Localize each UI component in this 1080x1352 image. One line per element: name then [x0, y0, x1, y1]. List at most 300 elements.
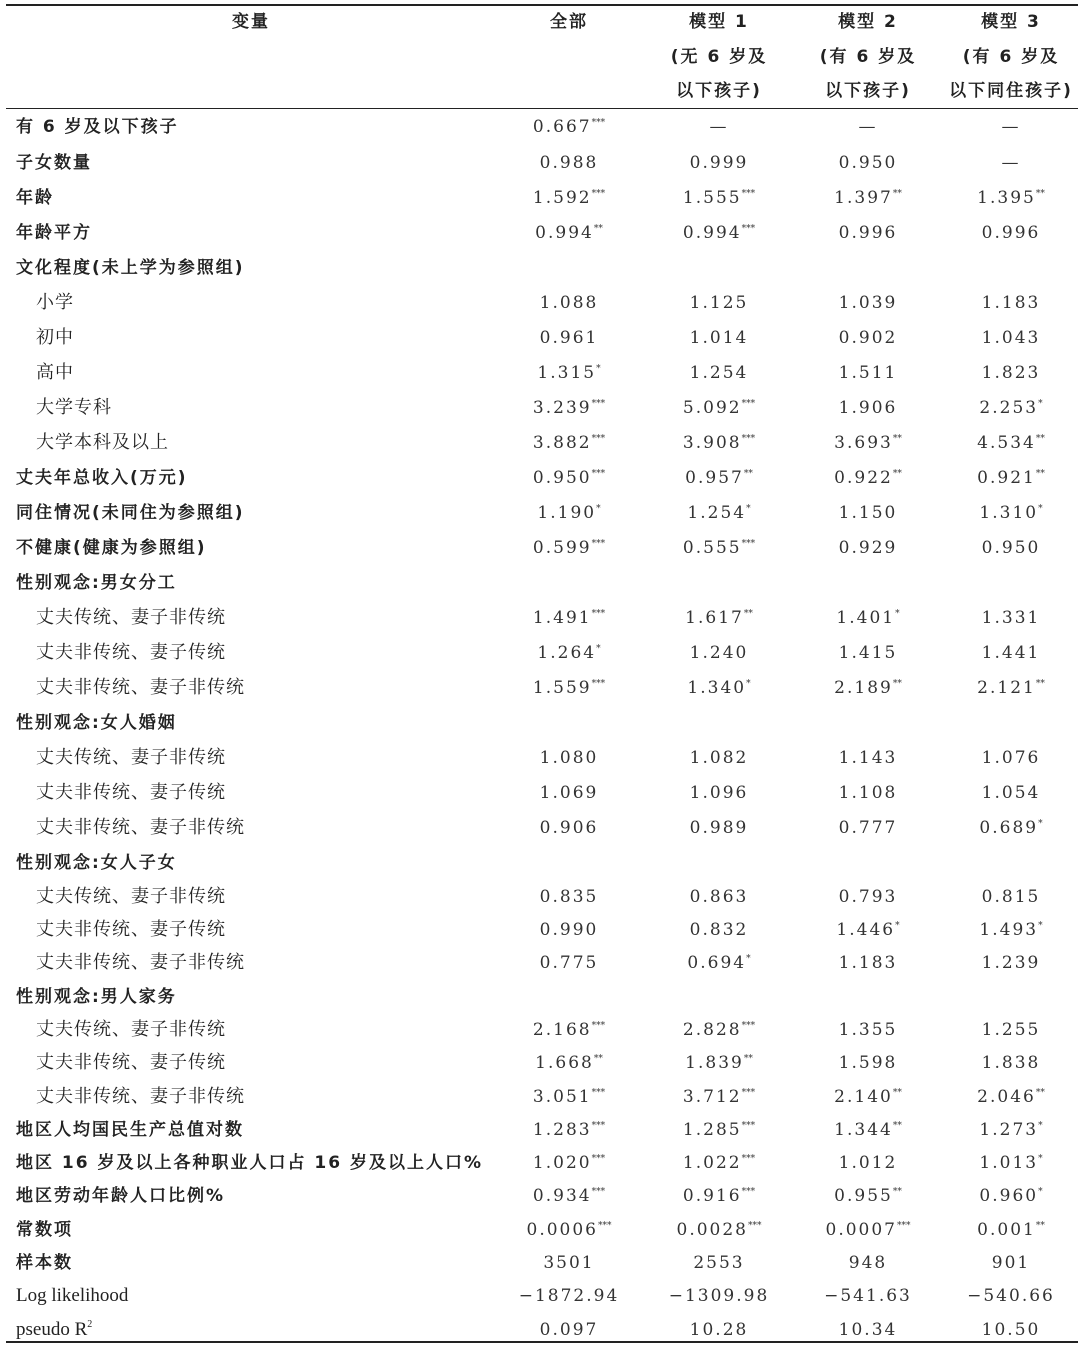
row-label: 丈夫非传统、妻子传统	[36, 782, 226, 803]
cell-value: −1872.94	[518, 1286, 620, 1306]
row-label: 性别观念:女人婚姻	[16, 713, 177, 733]
table-row	[6, 1081, 1078, 1111]
table-cell	[644, 1220, 794, 1240]
cell-value: 1.096	[689, 783, 749, 803]
significance-stars: **	[1035, 1221, 1045, 1231]
row-label: 丈夫非传统、妻子传统	[36, 1052, 226, 1073]
significance-stars: ***	[591, 1088, 606, 1098]
table-cell	[644, 117, 794, 137]
table-cell	[793, 920, 943, 940]
significance-stars: ***	[741, 1088, 756, 1098]
cell-value: 0.0006	[526, 1220, 598, 1240]
table-cell	[793, 117, 943, 137]
cell-value: 1.069	[539, 783, 599, 803]
table-row	[6, 1114, 1078, 1144]
table-cell	[793, 433, 943, 453]
cell-value: 1.344	[834, 1120, 893, 1140]
table-row	[6, 847, 1078, 877]
significance-stars: ***	[741, 1021, 756, 1031]
table-cell	[494, 1053, 644, 1073]
table-cell	[793, 1020, 943, 1040]
cell-value: 0.994	[682, 223, 742, 243]
table-cell	[644, 153, 794, 173]
table-cell	[793, 468, 943, 488]
significance-stars: ***	[741, 399, 756, 409]
cell-value: 0.929	[838, 538, 898, 558]
table-cell	[936, 1220, 1080, 1240]
table-cell	[644, 433, 794, 453]
cell-value: 1.310	[979, 503, 1039, 523]
row-label: 性别观念:女人子女	[16, 853, 177, 873]
row-label: 初中	[36, 327, 74, 348]
cell-value: 1.088	[539, 293, 599, 313]
cell-value: —	[1001, 153, 1021, 173]
table-cell	[644, 1320, 794, 1340]
table-cell	[494, 748, 644, 768]
table-cell	[644, 188, 794, 208]
table-cell	[793, 1220, 943, 1240]
row-label: 大学本科及以上	[36, 432, 169, 453]
table-cell	[644, 1153, 794, 1173]
cell-value: 1.839	[685, 1053, 744, 1073]
significance-stars: **	[743, 1054, 753, 1064]
table-cell	[494, 1320, 644, 1340]
significance-stars: **	[593, 1054, 603, 1064]
table-cell	[644, 953, 794, 973]
row-label: 丈夫传统、妻子非传统	[36, 886, 226, 907]
cell-value: 1.592	[532, 188, 592, 208]
row-label: 丈夫非传统、妻子传统	[36, 919, 226, 940]
significance-stars: ***	[896, 1221, 911, 1231]
cell-value: 0.777	[838, 818, 898, 838]
significance-stars: ***	[597, 1221, 612, 1231]
cell-value: 0.934	[532, 1186, 592, 1206]
significance-stars: ***	[741, 1187, 756, 1197]
cell-value: 0.950	[838, 153, 898, 173]
cell-value: 1.559	[532, 678, 592, 698]
significance-stars: **	[892, 189, 902, 199]
row-label: 大学专科	[36, 397, 112, 418]
cell-value: 1.401	[836, 608, 896, 628]
table-row	[6, 1147, 1078, 1177]
cell-value: 2.121	[977, 678, 1036, 698]
table-cell	[494, 153, 644, 173]
table-cell	[494, 1220, 644, 1240]
significance-stars: ***	[591, 1021, 606, 1031]
cell-value: 3.908	[682, 433, 742, 453]
significance-stars: ***	[741, 1121, 756, 1131]
table-row	[6, 672, 1078, 702]
row-label: pseudo $R^2$	[16, 1319, 93, 1340]
table-cell	[494, 643, 644, 663]
significance-stars: *	[746, 504, 751, 514]
row-label: 不健康(健康为参照组)	[16, 538, 207, 558]
table-cell	[793, 503, 943, 523]
cell-value: 1.239	[981, 953, 1041, 973]
significance-stars: **	[892, 469, 902, 479]
cell-value: 2.253	[979, 398, 1039, 418]
table-cell	[936, 1153, 1080, 1173]
header-variable: 变量	[232, 12, 270, 32]
table-row	[6, 392, 1078, 422]
cell-value: 1.340	[687, 678, 747, 698]
table-cell	[936, 188, 1080, 208]
table-row	[6, 532, 1078, 562]
row-label: 高中	[36, 362, 74, 383]
table-row	[6, 812, 1078, 842]
table-cell	[644, 1020, 794, 1040]
table-cell	[494, 818, 644, 838]
cell-value: 901	[991, 1253, 1031, 1273]
cell-value: 1.190	[537, 503, 597, 523]
table-cell	[793, 953, 943, 973]
table-cell	[793, 328, 943, 348]
cell-value: 0.916	[682, 1186, 742, 1206]
table-row	[6, 182, 1078, 212]
cell-value: 1.264	[537, 643, 597, 663]
table-row	[6, 1014, 1078, 1044]
table-cell	[793, 223, 943, 243]
significance-stars: *	[1038, 1187, 1043, 1197]
significance-stars: *	[596, 364, 601, 374]
cell-value: 2.168	[532, 1020, 592, 1040]
table-cell	[793, 1053, 943, 1073]
cell-value: 2.046	[977, 1087, 1036, 1107]
significance-stars: ***	[591, 679, 606, 689]
table-cell	[793, 678, 943, 698]
row-label-superscript: 2	[87, 1319, 93, 1330]
significance-stars: ***	[591, 539, 606, 549]
significance-stars: **	[1035, 469, 1045, 479]
table-row	[6, 1247, 1078, 1277]
table-cell	[793, 643, 943, 663]
cell-value: 3.882	[532, 433, 592, 453]
significance-stars: *	[746, 679, 751, 689]
cell-value: 3.239	[532, 398, 592, 418]
table-row	[6, 147, 1078, 177]
table-cell	[644, 398, 794, 418]
cell-value: 10.34	[838, 1320, 898, 1340]
table-cell	[494, 117, 644, 137]
table-cell	[936, 1053, 1080, 1073]
table-cell	[793, 818, 943, 838]
table-row	[6, 947, 1078, 977]
table-row	[6, 287, 1078, 317]
table-cell	[644, 887, 794, 907]
table-cell	[494, 953, 644, 973]
row-label: 地区人均国民生产总值对数	[16, 1120, 244, 1140]
cell-value: 1.240	[689, 643, 749, 663]
header-col-model1: 模型 1 (无 6 岁及 以下孩子)	[670, 12, 768, 101]
cell-value: 1.906	[838, 398, 898, 418]
cell-value: 1.254	[689, 363, 749, 383]
cell-value: 1.012	[838, 1153, 898, 1173]
row-label: 丈夫传统、妻子非传统	[36, 607, 226, 628]
cell-value: 0.0028	[676, 1220, 748, 1240]
table-cell	[494, 1186, 644, 1206]
table-cell	[936, 293, 1080, 313]
table-cell	[494, 503, 644, 523]
cell-value: 1.823	[981, 363, 1041, 383]
table-row	[6, 742, 1078, 772]
row-label: 地区劳动年龄人口比例%	[16, 1186, 226, 1206]
table-row	[6, 322, 1078, 352]
significance-stars: ***	[741, 189, 756, 199]
cell-value: 0.950	[532, 468, 592, 488]
table-cell	[644, 1087, 794, 1107]
cell-value: 0.955	[834, 1186, 893, 1206]
table-cell	[936, 1186, 1080, 1206]
table-cell	[936, 953, 1080, 973]
table-cell	[494, 328, 644, 348]
cell-value: 0.988	[539, 153, 599, 173]
cell-value: 5.092	[682, 398, 742, 418]
cell-value: —	[858, 117, 878, 137]
cell-value: 1.668	[535, 1053, 594, 1073]
cell-value: 0.957	[685, 468, 744, 488]
table-cell	[644, 328, 794, 348]
cell-value: 0.921	[977, 468, 1036, 488]
table-cell	[644, 538, 794, 558]
table-cell	[793, 398, 943, 418]
table-cell	[644, 678, 794, 698]
table-cell	[793, 188, 943, 208]
cell-value: 0.555	[682, 538, 742, 558]
table-cell	[494, 188, 644, 208]
significance-stars: ***	[741, 539, 756, 549]
cell-value: 3.693	[834, 433, 893, 453]
table-cell	[936, 1286, 1080, 1306]
row-label: 丈夫非传统、妻子传统	[36, 642, 226, 663]
cell-value: 0.950	[981, 538, 1041, 558]
table-cell	[793, 608, 943, 628]
table-cell	[644, 468, 794, 488]
cell-value: 0.989	[689, 818, 749, 838]
significance-stars: **	[1035, 434, 1045, 444]
table-row	[6, 914, 1078, 944]
header-col-model2: 模型 2 (有 6 岁及 以下孩子)	[819, 12, 917, 101]
row-label: 性别观念:男女分工	[16, 573, 177, 593]
significance-stars: ***	[741, 224, 756, 234]
table-cell	[644, 783, 794, 803]
table-cell	[936, 1320, 1080, 1340]
table-cell	[494, 783, 644, 803]
row-label: 丈夫非传统、妻子非传统	[36, 952, 245, 973]
significance-stars: ***	[591, 118, 606, 128]
cell-value: 1.054	[981, 783, 1041, 803]
significance-stars: *	[1038, 399, 1043, 409]
table-cell	[644, 293, 794, 313]
cell-value: 0.996	[981, 223, 1041, 243]
cell-value: 4.534	[977, 433, 1036, 453]
cell-value: 2553	[693, 1253, 745, 1273]
cell-value: 1.397	[834, 188, 893, 208]
significance-stars: **	[743, 609, 753, 619]
cell-value: 1.039	[838, 293, 898, 313]
cell-value: 1.415	[838, 643, 898, 663]
table-cell	[644, 818, 794, 838]
table-cell	[494, 538, 644, 558]
row-label: 子女数量	[16, 153, 92, 173]
cell-value: 0.922	[834, 468, 893, 488]
significance-stars: ***	[591, 469, 606, 479]
row-label: 丈夫非传统、妻子非传统	[36, 817, 245, 838]
cell-value: 2.189	[834, 678, 893, 698]
table-cell	[936, 1020, 1080, 1040]
table-cell	[936, 433, 1080, 453]
header-col-model3: 模型 3 (有 6 岁及 以下同住孩子)	[949, 12, 1073, 101]
cell-value: 948	[848, 1253, 888, 1273]
significance-stars: ***	[591, 434, 606, 444]
cell-value: 1.598	[838, 1053, 898, 1073]
significance-stars: *	[1038, 1154, 1043, 1164]
table-row	[6, 357, 1078, 387]
cell-value: 1.183	[838, 953, 898, 973]
cell-value: 1.555	[682, 188, 742, 208]
significance-stars: **	[892, 1121, 902, 1131]
significance-stars: **	[593, 224, 603, 234]
row-label: 同住情况(未同住为参照组)	[16, 503, 245, 523]
cell-value: 3.051	[532, 1087, 592, 1107]
table-cell	[936, 643, 1080, 663]
table-cell	[936, 153, 1080, 173]
table-cell	[936, 468, 1080, 488]
significance-stars: ***	[591, 1154, 606, 1164]
table-cell	[936, 818, 1080, 838]
cell-value: 0.906	[539, 818, 599, 838]
cell-value: 0.996	[838, 223, 898, 243]
table-cell	[494, 1253, 644, 1273]
cell-value: 1.273	[979, 1120, 1039, 1140]
table-row	[6, 111, 1078, 141]
header-col-all: 全部	[550, 12, 588, 32]
table-cell	[793, 1320, 943, 1340]
cell-value: —	[709, 117, 729, 137]
cell-value: 1.014	[689, 328, 749, 348]
table-cell	[644, 643, 794, 663]
table-cell	[494, 678, 644, 698]
cell-value: 3501	[543, 1253, 595, 1273]
cell-value: 1.080	[539, 748, 599, 768]
table-cell	[936, 117, 1080, 137]
table-cell	[644, 1120, 794, 1140]
significance-stars: ***	[741, 434, 756, 444]
header-rule	[6, 108, 1078, 109]
table-cell	[494, 223, 644, 243]
cell-value: 1.254	[687, 503, 747, 523]
table-row	[6, 252, 1078, 282]
table-cell	[936, 538, 1080, 558]
table-cell	[936, 678, 1080, 698]
significance-stars: **	[892, 1088, 902, 1098]
table-cell	[936, 223, 1080, 243]
significance-stars: ***	[591, 189, 606, 199]
table-cell	[936, 363, 1080, 383]
table-cell	[494, 1020, 644, 1040]
table-cell	[494, 433, 644, 453]
cell-value: 1.491	[532, 608, 592, 628]
significance-stars: ***	[591, 609, 606, 619]
table-row	[6, 1047, 1078, 1077]
cell-value: —	[1001, 117, 1021, 137]
significance-stars: *	[1038, 921, 1043, 931]
table-cell	[936, 887, 1080, 907]
significance-stars: ***	[591, 1121, 606, 1131]
table-cell	[936, 1087, 1080, 1107]
significance-stars: *	[596, 644, 601, 654]
row-label: 性别观念:男人家务	[16, 987, 177, 1007]
table-cell	[793, 783, 943, 803]
table-cell	[936, 328, 1080, 348]
cell-value: −541.63	[824, 1286, 912, 1306]
table-row	[6, 602, 1078, 632]
table-cell	[644, 223, 794, 243]
cell-value: 1.331	[981, 608, 1041, 628]
row-label: 年龄平方	[16, 223, 92, 243]
table-cell	[644, 608, 794, 628]
cell-value: 1.838	[981, 1053, 1041, 1073]
significance-stars: ***	[591, 399, 606, 409]
cell-value: 1.020	[532, 1153, 592, 1173]
cell-value: 0.815	[981, 887, 1041, 907]
table-row	[6, 1280, 1078, 1310]
cell-value: 1.150	[838, 503, 898, 523]
cell-value: 10.50	[981, 1320, 1041, 1340]
table-cell	[936, 398, 1080, 418]
cell-value: 2.140	[834, 1087, 893, 1107]
table-cell	[793, 887, 943, 907]
table-cell	[793, 1286, 943, 1306]
cell-value: 1.125	[689, 293, 749, 313]
cell-value: 0.863	[689, 887, 749, 907]
significance-stars: *	[596, 504, 601, 514]
significance-stars: *	[746, 954, 751, 964]
table-cell	[494, 920, 644, 940]
cell-value: 1.143	[838, 748, 898, 768]
table-row	[6, 981, 1078, 1011]
cell-value: 0.001	[977, 1220, 1036, 1240]
cell-value: 0.902	[838, 328, 898, 348]
table-cell	[494, 363, 644, 383]
significance-stars: **	[743, 469, 753, 479]
row-label: 地区 16 岁及以上各种职业人口占 16 岁及以上人口%	[16, 1153, 484, 1173]
significance-stars: *	[1038, 819, 1043, 829]
table-row	[6, 777, 1078, 807]
table-cell	[793, 293, 943, 313]
table-row	[6, 567, 1078, 597]
cell-value: 1.315	[537, 363, 597, 383]
row-label: 有 6 岁及以下孩子	[16, 117, 179, 137]
table-cell	[494, 398, 644, 418]
significance-stars: *	[1038, 1121, 1043, 1131]
table-cell	[793, 1253, 943, 1273]
cell-value: 0.835	[539, 887, 599, 907]
significance-stars: *	[895, 921, 900, 931]
table-row	[6, 637, 1078, 667]
cell-value: 1.285	[682, 1120, 742, 1140]
table-cell	[793, 153, 943, 173]
cell-value: 1.511	[838, 363, 898, 383]
row-label: 小学	[36, 292, 74, 313]
cell-value: 1.493	[979, 920, 1039, 940]
table-cell	[936, 503, 1080, 523]
cell-value: 0.990	[539, 920, 599, 940]
significance-stars: **	[892, 1187, 902, 1197]
table-cell	[793, 538, 943, 558]
row-label: 丈夫非传统、妻子非传统	[36, 677, 245, 698]
cell-value: 1.355	[838, 1020, 898, 1040]
row-label: 丈夫年总收入(万元)	[16, 468, 188, 488]
